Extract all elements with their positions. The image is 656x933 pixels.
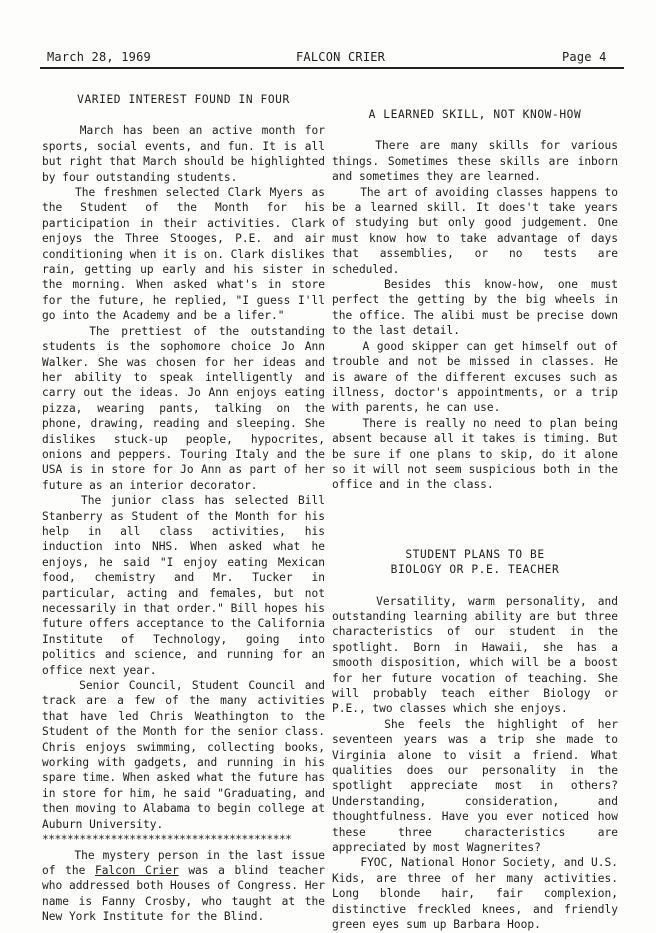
article-paragraph: Versatility, warm personality, and outstanding learning ability are but three characteristics of our student in the spotlight. Born in Hawaii, she has a smooth disposition, which will be a boost for her future vocation of teaching. She will probably teach either Biology or P.E., two classes which she enjoys.	[332, 594, 618, 716]
article-paragraph: The mystery person in the last issue of the Falcon Crier was a blind teacher who addressed both Houses of Congress. Her name is Fanny Crosby, who taught at the New York Institute for the Blind.	[42, 848, 325, 924]
newspaper-title: FALCON CRIER	[296, 50, 386, 64]
article-paragraph: The art of avoiding classes happens to be a learned skill. It does't take years of studying but only good judgement. One must know how to take advantage of days that assemblies, or no tests are scheduled.	[332, 185, 618, 276]
article-paragraph: The freshmen selected Clark Myers as the Student of the Month for his participation in their activities. Clark enjoys the Three Stooges, P.E. and air conditioning when it is on. Clark dislikes rain, getting up early and his sister in the morning. When asked what's in store for the future, he replied, "I guess I'll go into the Academy and be a lifer."	[42, 186, 325, 323]
page-number: Page 4	[562, 50, 607, 64]
article-paragraph: She feels the highlight of her seventeen years was a trip she made to Virginia alone to visit a friend. What qualities does our personality in the spotlight appreciate most in others? Understanding, consideration, and thoughtfulness. Have you ever noticed how these three characteristics are appreciated by most Wagnerites?	[332, 717, 618, 855]
article-paragraph: Besides this know-how, one must perfect the getting by the big wheels in the office. The alibi must be precise down to the last detail.	[332, 278, 618, 338]
article-paragraph: The junior class has selected Bill Stanberry as Student of the Month for his help in all class activities, his induction into NHS. When asked what he enjoys, he said "I enjoy eating Mexican food, chemistry and Mr. Tucker in particular, acting and females, but not necessarily in that order." Bill hopes his future offers acceptance to the California Institute of Technology, going into politics and science, and running for an office next year.	[42, 494, 325, 677]
article-paragraph: The prettiest of the outstanding students is the sophomore choice Jo Ann Walker. She was chosen for her ideas and her ability to speak intelligently and carry out the ideas. Jo Ann enjoys eating pizza, wearing pants, talking on the phone, drawing, reading and sleeping. She dislikes stuck-up people, hypocrites, onions and peppers. Touring Italy and the USA is in store for Jo Ann as part of her future as an interior decorator.	[42, 324, 325, 492]
article-paragraph: There is really no need to plan being absent because all it takes is timing. But be sure if one plans to skip, do it alone so it will not seem suspicious both in the office and in the class.	[332, 416, 618, 492]
article-heading-student-plans-line2: BIOLOGY OR P.E. TEACHER	[390, 563, 560, 577]
article-paragraph: A good skipper can get himself out of trouble and not be missed in classes. He is aware of the different excuses such as illness, doctor's appointments, or a trip with parents, he can use.	[332, 339, 618, 415]
left-column	[42, 92, 325, 925]
article-paragraph: March has been an active month for sports, social events, and fun. It is all but right that March should be highlighted by four outstanding students.	[42, 124, 325, 184]
article-heading-learned-skill: A LEARNED SKILL, NOT KNOW-HOW	[368, 108, 582, 121]
star-divider: ****************************************	[42, 833, 292, 847]
article-paragraph: There are many skills for various things. Sometimes these skills are inborn and sometimes they are learned.	[332, 139, 618, 184]
article-heading-student-plans: STUDENT PLANS TO BE	[405, 547, 545, 561]
article-heading-varied-interest: VARIED INTEREST FOUND IN FOUR	[77, 93, 290, 106]
newspaper-name-underlined: Falcon Crier	[94, 863, 179, 877]
article-paragraph: FYOC, National Honor Society, and U.S. Kids, are three of her many activities. Long blonde hair, fair complexion, distinctive freckled knees, and friendly green eyes sum up Barbara Hoop.	[332, 856, 618, 932]
article-paragraph: Senior Council, Student Council and track are a few of the many activities that have led Chris Weathington to the Student of the Month for the senior class. Chris enjoys swimming, collecting books, working with gadgets, and running in his spare time. When asked what the future has in store for him, he said "Graduating, and then moving to Alabama to begin college at Auburn University.	[42, 679, 325, 831]
issue-date: March 28, 1969	[47, 50, 151, 64]
right-column	[332, 107, 618, 933]
header-rule	[40, 67, 624, 69]
